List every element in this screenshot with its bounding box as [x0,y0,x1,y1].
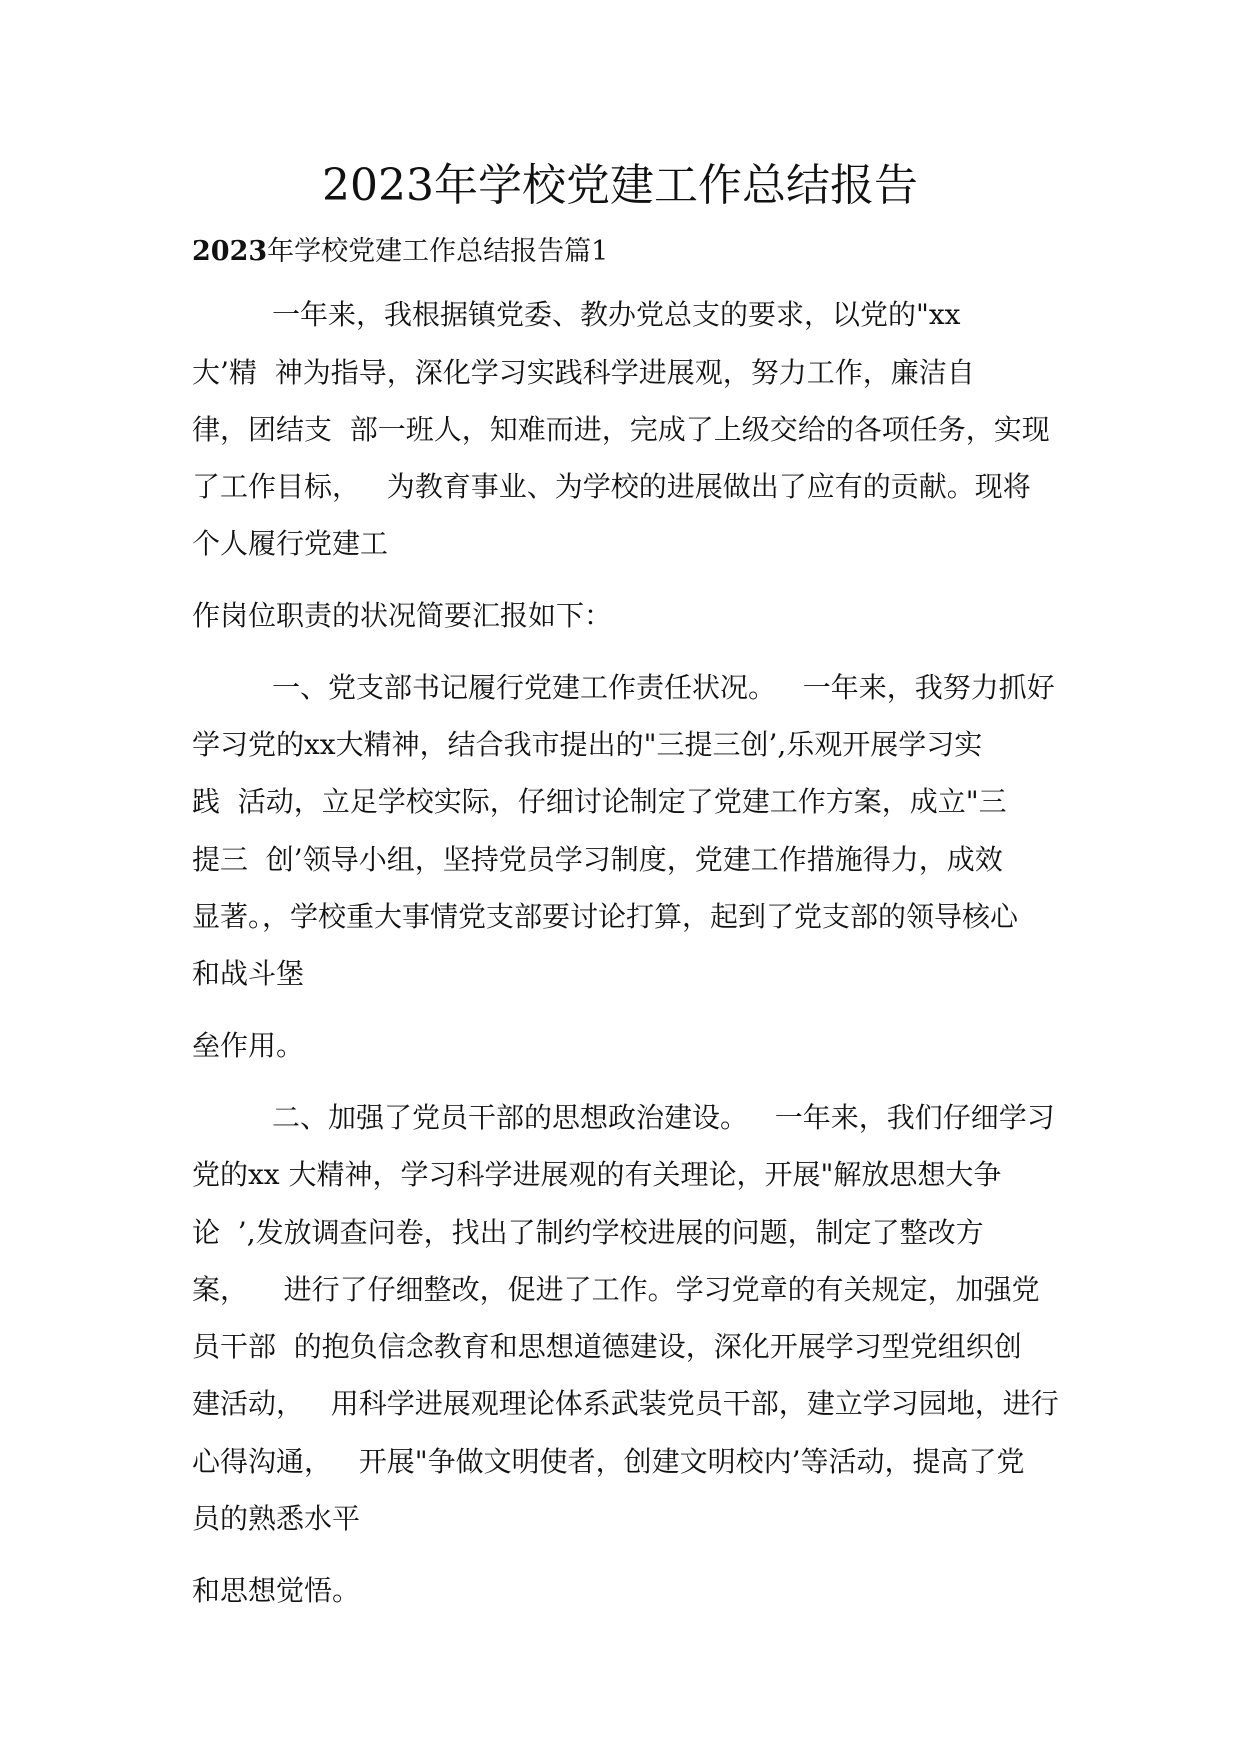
paragraph-line: 党的xx 大精神，学习科学进展观的有关理论，开展"解放思想大争 [192,1158,1002,1191]
paragraph-line: 建活动， 用科学进展观理论体系武装党员干部，建立学习园地，进行 [192,1387,1059,1420]
paragraph-line: 作岗位职责的状况简要汇报如下： [192,599,613,632]
paragraph-line: 大’精 神为指导，深化学习实践科学进展观，努力工作，廉洁自 [192,356,975,389]
section-heading [192,234,608,270]
paragraph-line: 显著。，学校重大事情党支部要讨论打算，起到了党支部的领导核心 [192,900,1019,933]
paragraph-line: 一、党支部书记履行党建工作责任状况。 一年来，我努力抓好 [272,671,1055,704]
paragraph-line: 和思想觉悟。 [192,1574,361,1607]
section-heading-year: 2023 [192,236,268,267]
paragraph-line: 案， 进行了仔细整改，促进了工作。学习党章的有关规定，加强党 [192,1273,1040,1306]
paragraph-line: 提三 创’领导小组，坚持党员学习制度，党建工作措施得力，成效 [192,843,1003,876]
paragraph-line: 律，团结支 部一班人，知难而进，完成了上级交给的各项任务，实现 [192,413,1050,446]
document-title: 2023年学校党建工作总结报告 [322,160,918,211]
paragraph-line: 垒作用。 [192,1029,305,1062]
paragraph-line: 一年来，我根据镇党委、教办党总支的要求，以党的"xx [272,298,961,331]
section-heading-text: 年学校党建工作总结报告篇1 [267,236,609,267]
paragraph-line: 心得沟通， 开展"争做文明使者，创建文明校内’等活动，提高了党 [192,1445,1025,1478]
paragraph-line: 学习党的xx大精神，结合我市提出的"三提三创’,乐观开展学习实 [192,728,983,761]
paragraph-line: 二、加强了党员干部的思想政治建设。 一年来，我们仔细学习 [272,1101,1055,1134]
paragraph-line: 论 ’,发放调查问卷，找出了制约学校进展的问题，制定了整改方 [192,1216,984,1249]
paragraph-line: 个人履行党建工 [192,527,389,560]
paragraph-line: 员干部 的抱负信念教育和思想道德建设，深化开展学习型党组织创 [192,1330,1022,1363]
paragraph-line: 员的熟悉水平 [192,1502,361,1535]
paragraph-line: 践 活动，立足学校实际，仔细讨论制定了党建工作方案，成立"三 [192,785,1007,818]
paragraph-line: 了工作目标， 为教育事业、为学校的进展做出了应有的贡献。现将 [192,470,1031,503]
paragraph-line: 和战斗堡 [192,957,305,990]
